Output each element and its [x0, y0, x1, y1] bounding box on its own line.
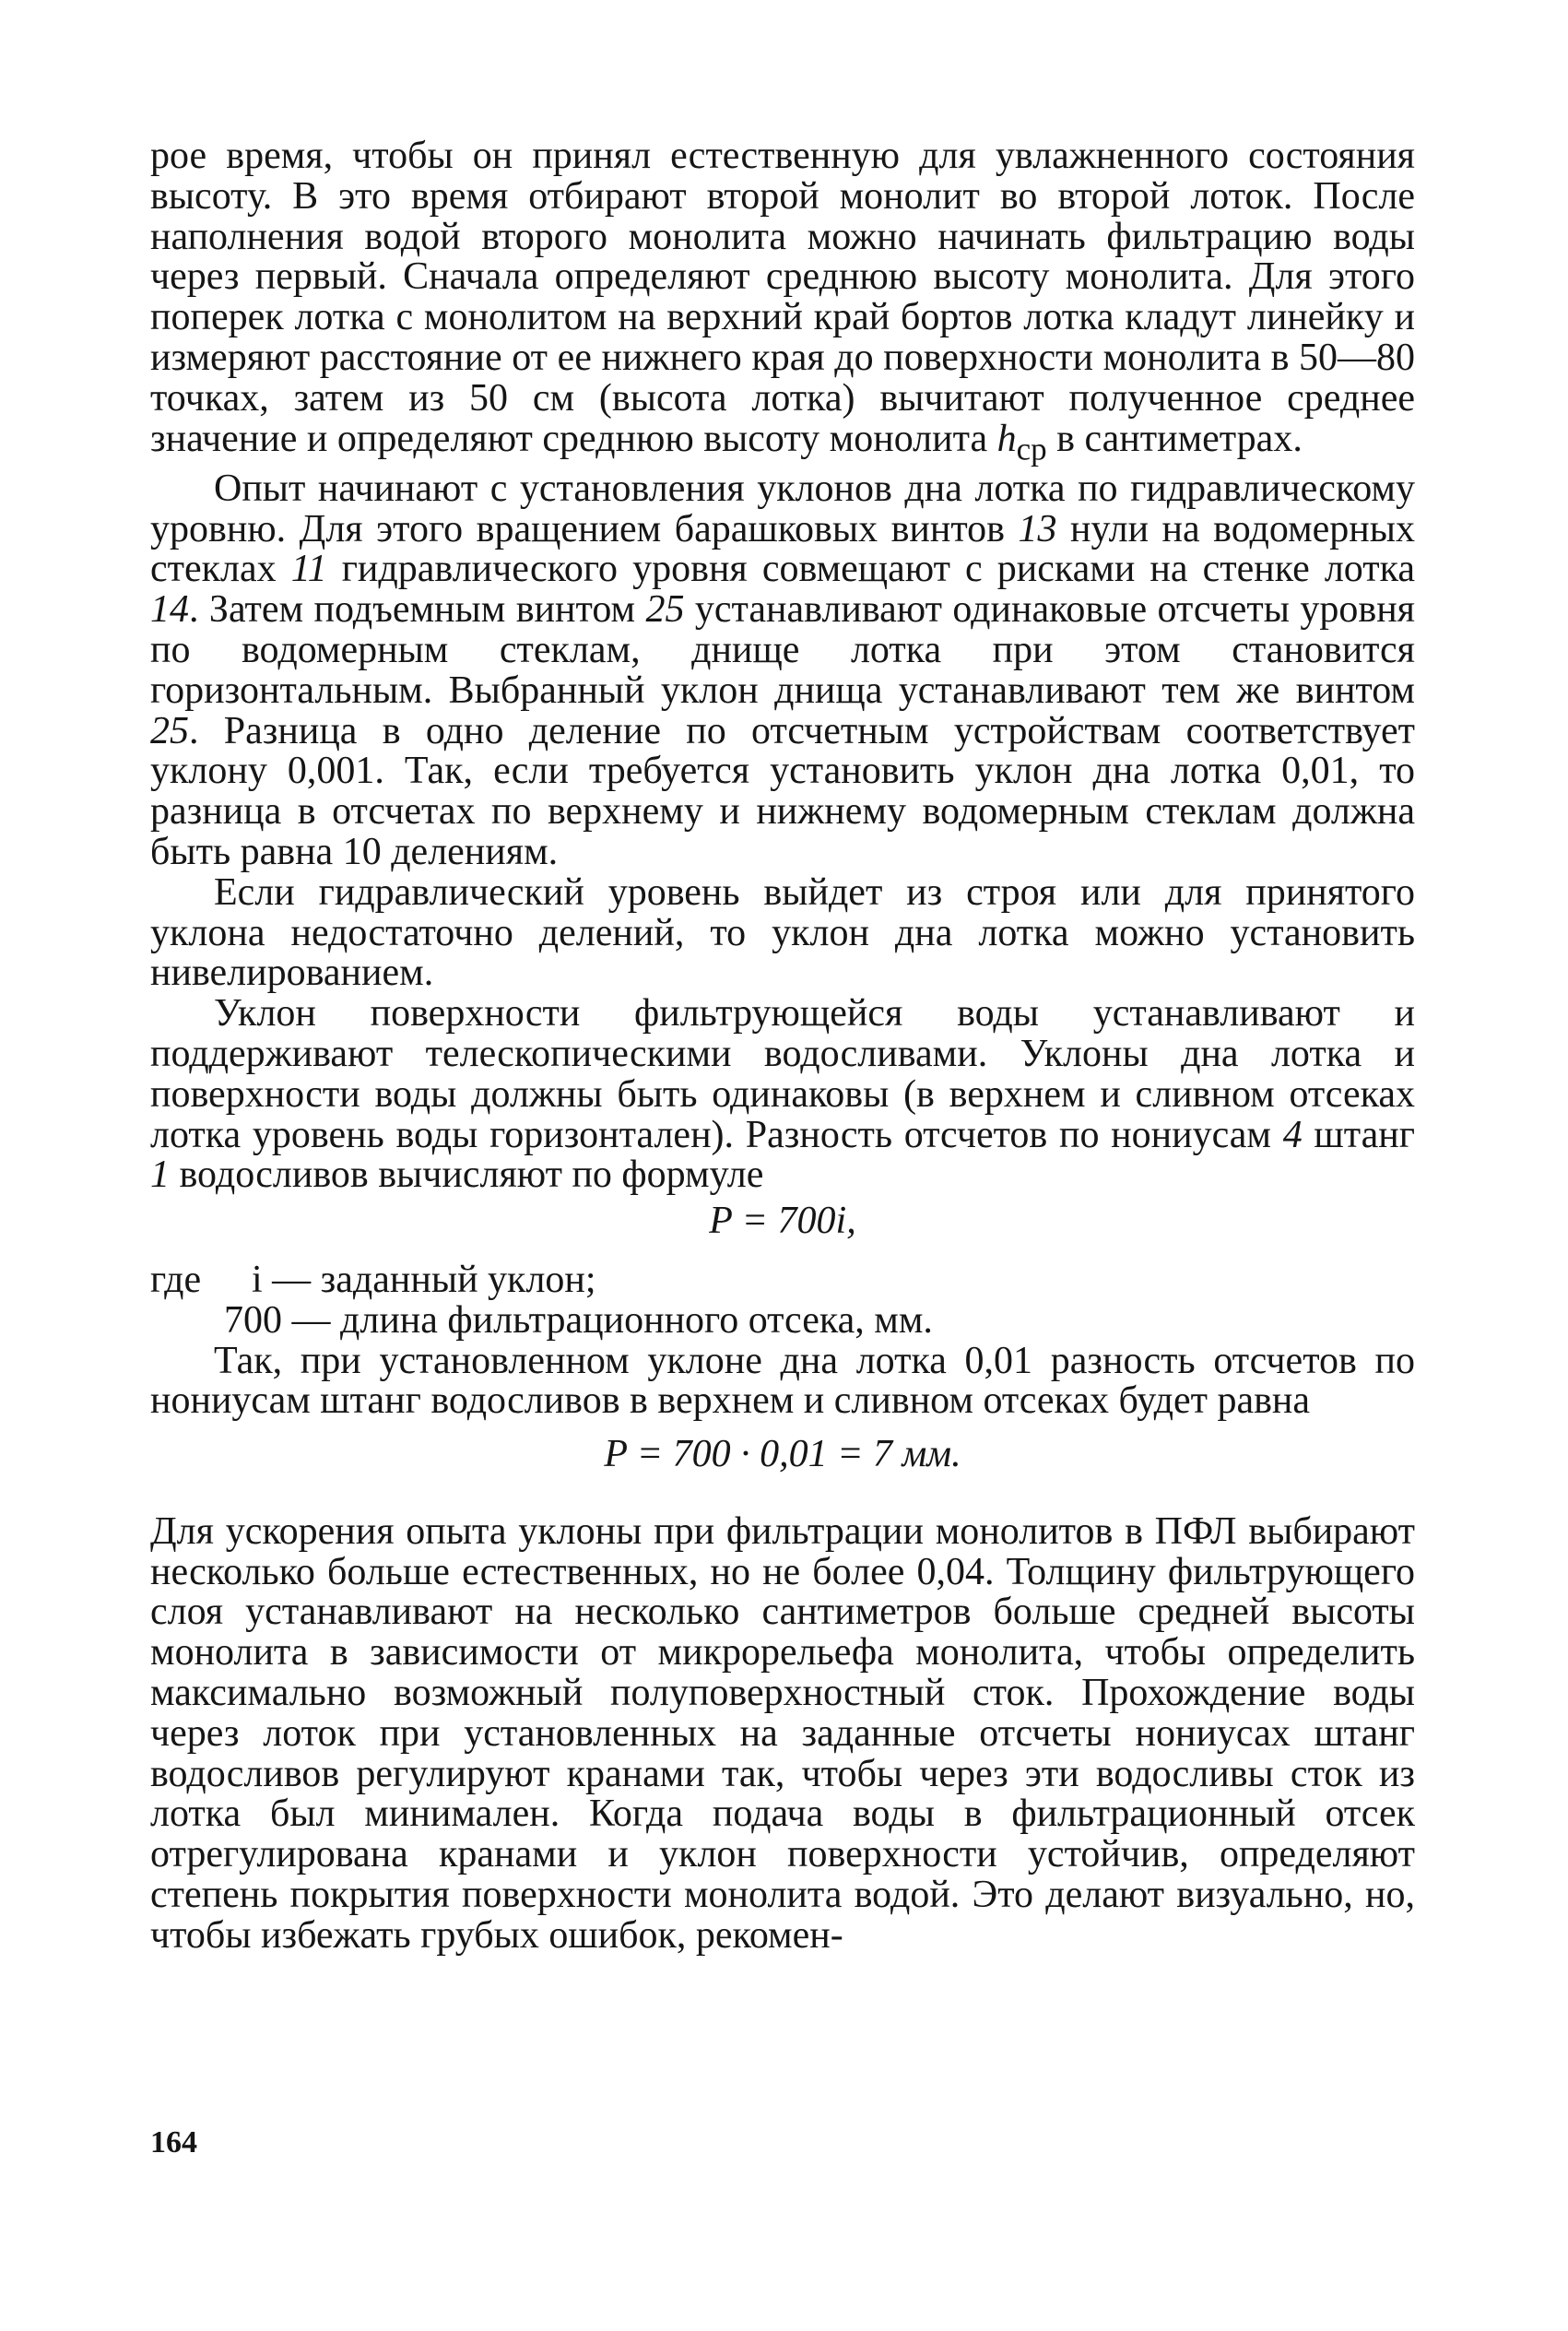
paragraph-4: [150, 994, 1415, 1196]
paragraph-2-text-d: . Затем подъемным винтом: [189, 588, 646, 632]
page-body: [150, 136, 1415, 1957]
paragraph-1-text: рое время, чтобы он принял естественную для увлажненного состояния высоту. В это время отбирают второй монолит во второй лоток. После наполнения водой второго монолита можно начинать фильтрацию воды через первый. Сначала определяют среднюю высоту монолита. Для этого поперек лотка с монолитом на верхний край бортов лотка кладут линейку и измеряют расстояние от ее нижнего края до поверхности монолита в 50—80 точках, затем из 50 см (высота лотка) вычитают полученное среднее значение и определяют среднюю высоту монолита: [150, 135, 1415, 460]
ref-14: 14: [150, 588, 189, 632]
where-label: где: [150, 1258, 202, 1301]
subscript-sr: ср: [1016, 430, 1047, 467]
paragraph-2: [150, 469, 1415, 873]
paragraph-4-text-c: водосливов вычисляют по формуле: [170, 1154, 764, 1197]
legend-item-700: 700 — длина фильтрационного отсека, мм.: [224, 1298, 933, 1342]
ref-11: 11: [290, 548, 327, 591]
paragraph-6: Для ускорения опыта уклоны при фильтрации монолитов в ПФЛ выбирают несколько больше естественных, но не более 0,04. Толщину фильтрующего слоя устанавливают на несколько сантиметров больше средней высоты монолита в зависимости от микрорельефа монолита, чтобы определить максимально возможный полуповерхностный сток. Прохождение воды через лоток при установленных на заданные отсчеты нониусах штанг водосливов регулируют кранами так, чтобы через эти водосливы сток из лотка был минимален. Когда подача воды в фильтрационный отсек отрегулирована кранами и уклон поверхности устойчив, определяют степень покрытия поверхности монолита водой. Это делают визуально, но, чтобы избежать грубых ошибок, рекомен-: [150, 1509, 1415, 1957]
symbol-h: h: [996, 417, 1017, 460]
paragraph-4-text-a: Уклон поверхности фильтрующейся воды устанавливают и поддерживают телескопическими водосливами. Уклоны дна лотка и поверхности воды должны быть одинаковы (в верхнем и сливном отсеках лотка уровень воды горизонтален). Разность отсчетов по нониусам: [150, 992, 1415, 1156]
ref-13: 13: [1018, 507, 1057, 550]
ref-25: 25: [645, 588, 685, 632]
formula-2: P = 700 · 0,01 = 7 мм.: [604, 1433, 961, 1476]
page-number: 164: [150, 2125, 197, 2159]
legend-item-i: i — заданный уклон;: [252, 1258, 596, 1301]
formula-legend: [150, 1260, 1415, 1301]
ref-4: 4: [1282, 1113, 1303, 1156]
paragraph-1: [150, 136, 1415, 469]
paragraph-2-text-b: нули на водомерных стеклах: [150, 507, 1415, 591]
paragraph-3: Если гидравлический уровень выйдет из строя или для принятого уклона недостаточно делений, то уклон дна лотка можно установить нивелированием.: [150, 870, 1415, 995]
paragraph-2-text-c: гидравлического уровня совмещают с рисками на стенке лотка: [326, 548, 1415, 591]
ref-1: 1: [150, 1154, 170, 1197]
paragraph-2-text-f: . Разница в одно деление по отсчетным устройствам соответствует уклону 0,001. Так, если требуется установить уклон дна лотка 0,01, то разница в отсчетах по верхнему и нижнему водомерным стеклам должна быть равна 10 делениям.: [150, 709, 1415, 873]
paragraph-2-text-e: устанавливают одинаковые отсчеты уровня по водомерным стеклам, днище лотка при этом становится горизонтальным. Выбранный уклон днища устанавливают тем же винтом: [150, 588, 1415, 712]
paragraph-4-text-b: штанг: [1302, 1113, 1415, 1156]
paragraph-1-end: в сантиметрах.: [1046, 417, 1303, 460]
formula-1: P = 700i,: [709, 1200, 856, 1243]
ref-25-second: 25: [150, 709, 189, 752]
paragraph-2-text-a: Опыт начинают с установления уклонов дна лотка по гидравлическому уровню. Для этого вращением барашковых винтов: [150, 467, 1415, 550]
paragraph-5: Так, при установленном уклоне дна лотка 0,01 разность отсчетов по нониусам штанг водосливов в верхнем и сливном отсеках будет равна: [150, 1339, 1415, 1423]
